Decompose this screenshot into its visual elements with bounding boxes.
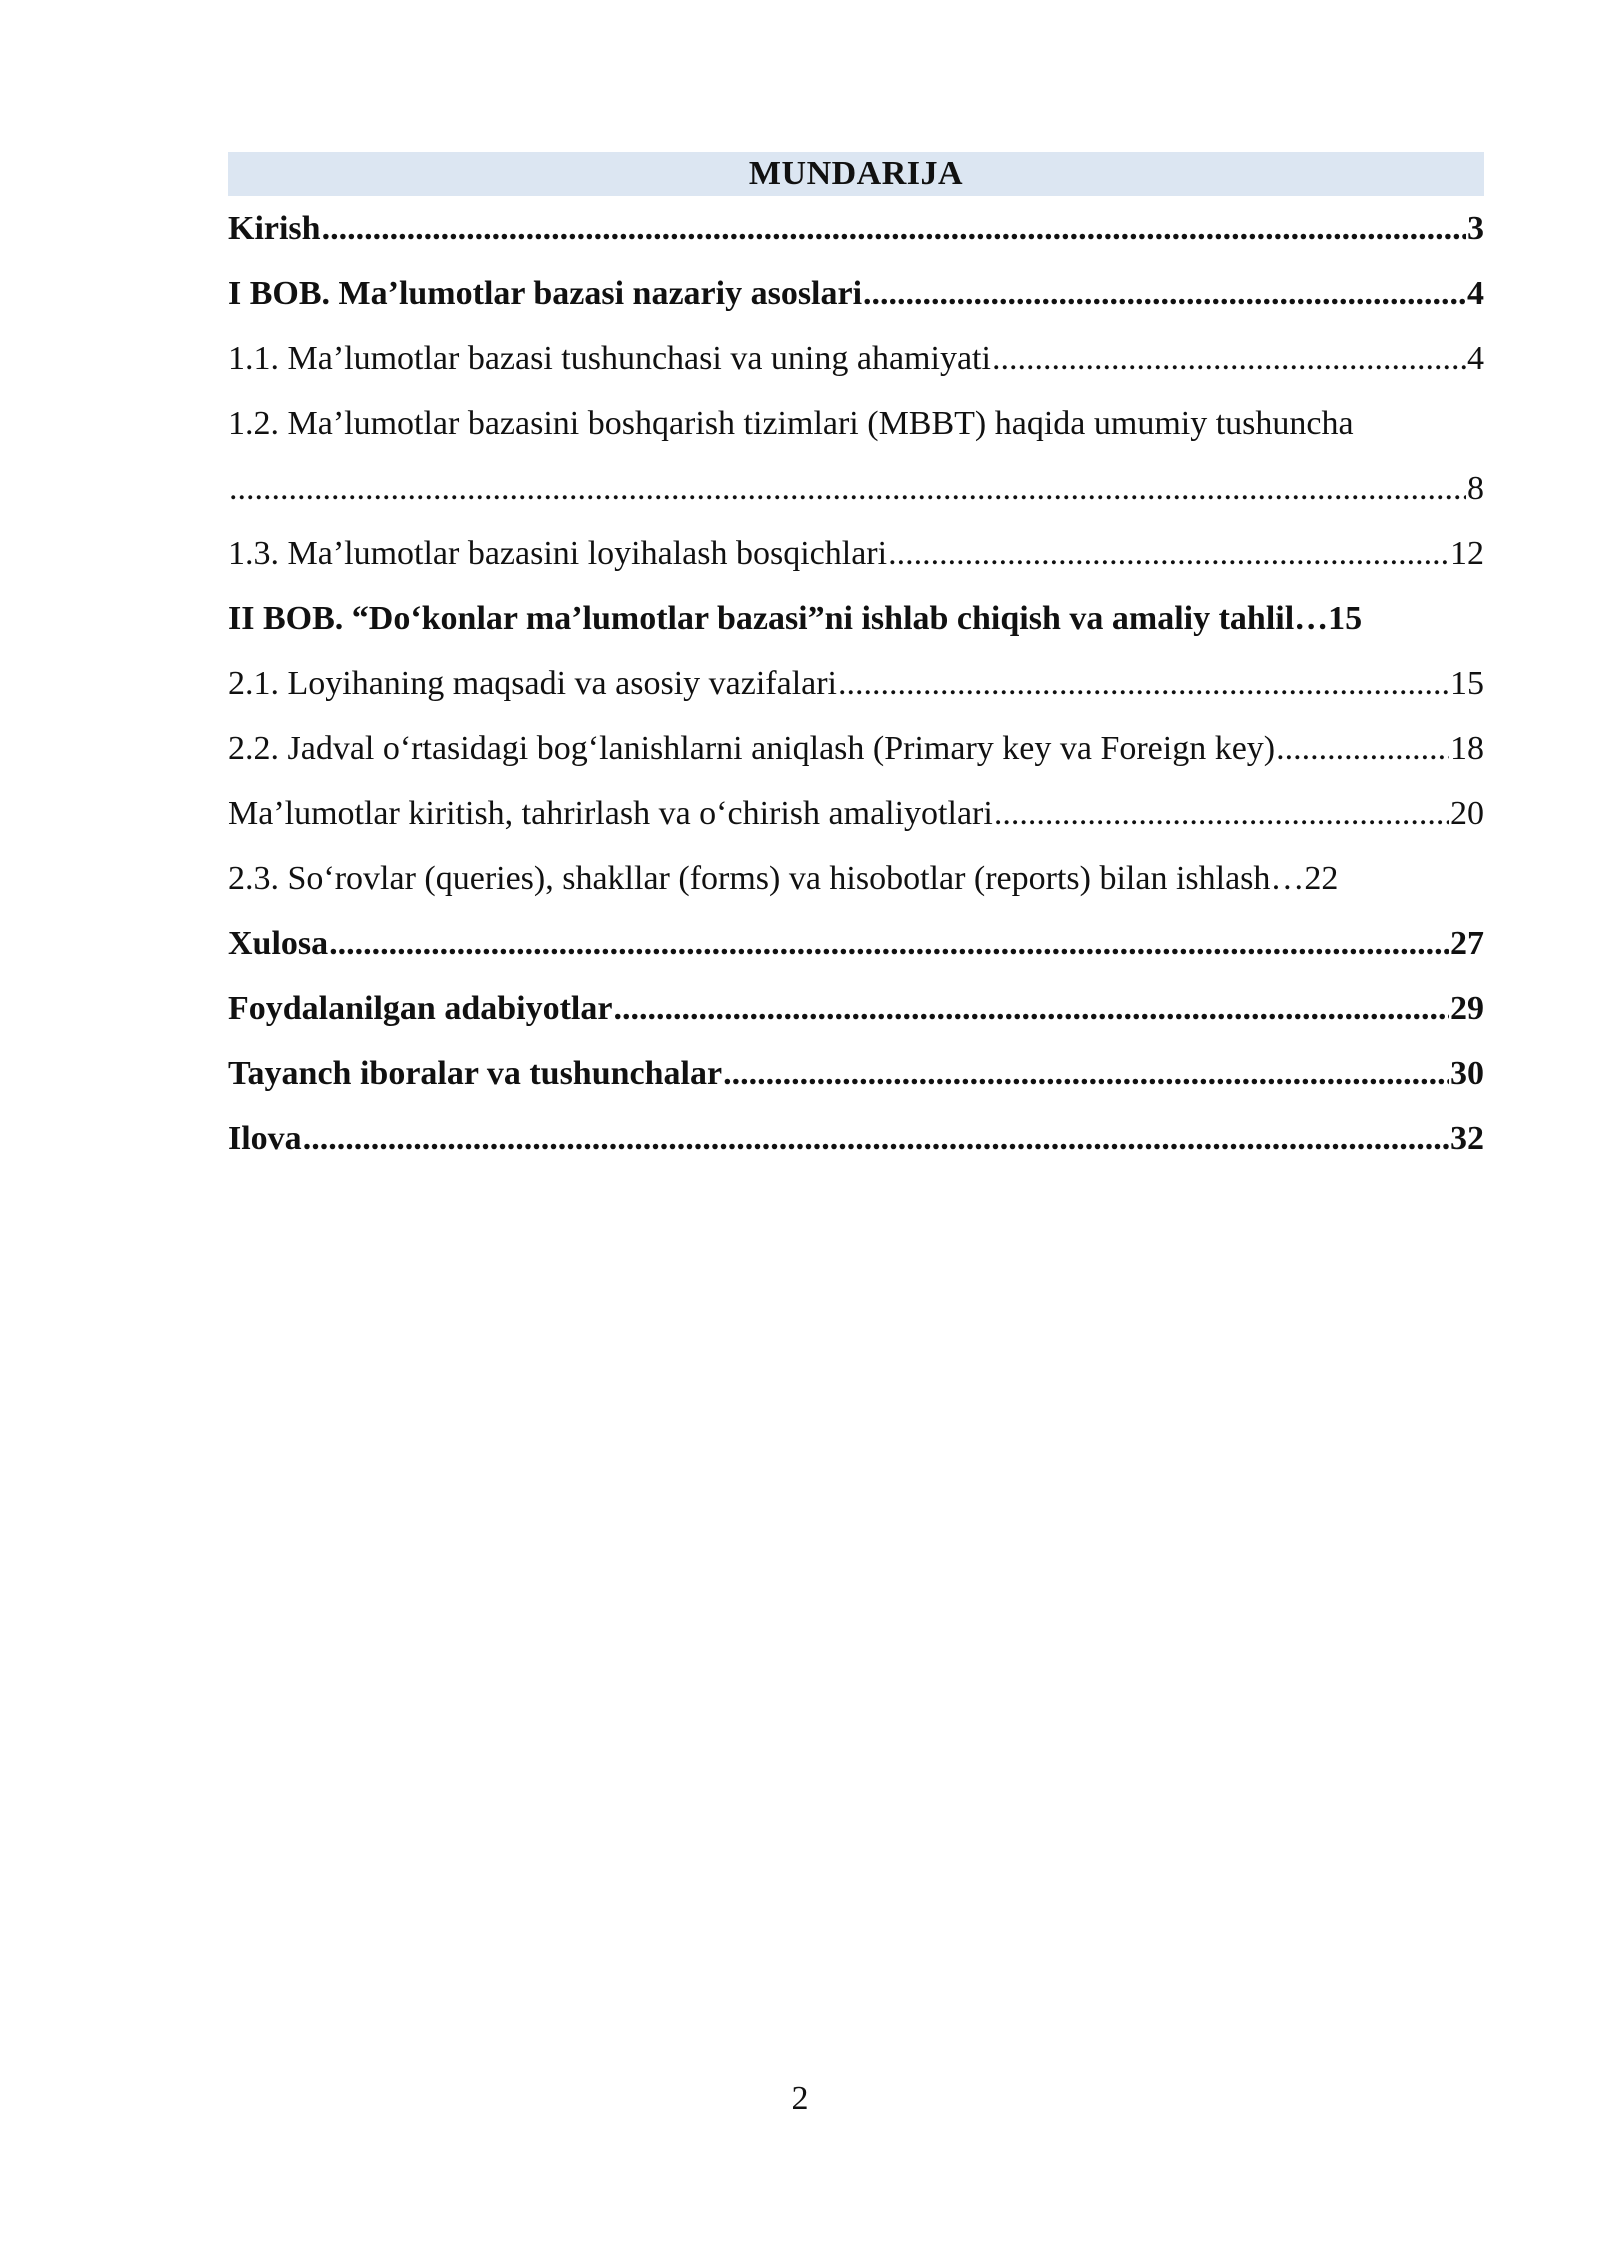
toc-entry-2-3[interactable] bbox=[228, 846, 1484, 911]
toc-entry-label: Foydalanilgan adabiyotlar bbox=[228, 990, 613, 1027]
toc-entry-1-2-continuation[interactable] bbox=[228, 456, 1484, 521]
toc-entry-kirish[interactable] bbox=[228, 196, 1484, 261]
toc-entry-label: Kirish bbox=[228, 210, 321, 247]
toc-entry-page: 8 bbox=[1467, 470, 1484, 507]
toc-entry-1-1[interactable] bbox=[228, 326, 1484, 391]
dot-leader bbox=[613, 976, 1449, 1041]
toc-entry-label: 2.2. Jadval o‘rtasidagi bog‘lanishlarni aniqlash (Primary key va Foreign key) bbox=[228, 730, 1276, 767]
toc-entry-1-3[interactable] bbox=[228, 521, 1484, 586]
toc-entry-label: 1.1. Ma’lumotlar bazasi tushunchasi va uning ahamiyati bbox=[228, 340, 991, 377]
page-number: 2 bbox=[791, 2080, 809, 2117]
toc-entry-page: 20 bbox=[1450, 795, 1484, 832]
toc-entry-page: 27 bbox=[1450, 925, 1484, 962]
toc-entry-label: Tayanch iboralar va tushunchalar bbox=[228, 1055, 723, 1092]
toc-entry-page: 3 bbox=[1467, 210, 1484, 247]
dot-leader bbox=[229, 456, 1466, 521]
toc-entry-label: 1.2. Ma’lumotlar bazasini boshqarish tizimlari (MBBT) haqida umumiy tushuncha bbox=[228, 405, 1354, 442]
toc-entry-page: 4 bbox=[1467, 275, 1484, 312]
dot-leader bbox=[994, 781, 1449, 846]
dot-leader bbox=[723, 1041, 1449, 1106]
dot-leader bbox=[322, 196, 1466, 261]
toc-entry-label: Ma’lumotlar kiritish, tahrirlash va o‘chirish amaliyotlari bbox=[228, 795, 993, 832]
dot-leader bbox=[863, 261, 1466, 326]
toc-entry-page: 12 bbox=[1450, 535, 1484, 572]
toc-entry-2-1[interactable] bbox=[228, 651, 1484, 716]
table-of-contents bbox=[228, 152, 1484, 1171]
toc-entry-chapter-1[interactable] bbox=[228, 261, 1484, 326]
toc-entry-1-2[interactable] bbox=[228, 391, 1484, 456]
dot-leader bbox=[992, 326, 1466, 391]
dot-leader bbox=[329, 911, 1449, 976]
toc-entry-label: II BOB. “Do‘konlar ma’lumotlar bazasi”ni ishlab chiqish va amaliy tahlil… bbox=[228, 600, 1329, 637]
toc-entry-glossary[interactable] bbox=[228, 1041, 1484, 1106]
toc-entry-page: 15 bbox=[1328, 600, 1363, 637]
toc-entry-page: 4 bbox=[1467, 340, 1484, 377]
dot-leader bbox=[888, 521, 1449, 586]
toc-entry-2-2[interactable] bbox=[228, 716, 1484, 781]
toc-entry-page: 22 bbox=[1304, 860, 1339, 897]
toc-entry-chapter-2[interactable] bbox=[228, 586, 1484, 651]
dot-leader bbox=[303, 1106, 1449, 1171]
toc-entry-label: 2.3. So‘rovlar (queries), shakllar (forms) va hisobotlar (reports) bilan ishlash… bbox=[228, 860, 1305, 897]
toc-entry-data-operations[interactable] bbox=[228, 781, 1484, 846]
toc-entry-appendix[interactable] bbox=[228, 1106, 1484, 1171]
toc-entry-label: Ilova bbox=[228, 1120, 302, 1157]
toc-entry-references[interactable] bbox=[228, 976, 1484, 1041]
toc-entry-page: 29 bbox=[1450, 990, 1484, 1027]
dot-leader bbox=[1276, 716, 1449, 781]
toc-entry-page: 18 bbox=[1450, 730, 1484, 767]
toc-entry-page: 30 bbox=[1450, 1055, 1484, 1092]
toc-entry-xulosa[interactable] bbox=[228, 911, 1484, 976]
dot-leader bbox=[838, 651, 1449, 716]
toc-entry-page: 15 bbox=[1450, 665, 1484, 702]
toc-entry-label: 2.1. Loyihaning maqsadi va asosiy vazifalari bbox=[228, 665, 837, 702]
toc-entry-page: 32 bbox=[1450, 1120, 1484, 1157]
toc-entry-label: Xulosa bbox=[228, 925, 329, 962]
toc-entry-label: I BOB. Ma’lumotlar bazasi nazariy asoslari bbox=[228, 275, 863, 312]
toc-entry-label: 1.3. Ma’lumotlar bazasini loyihalash bosqichlari bbox=[228, 535, 888, 572]
toc-heading: MUNDARIJA bbox=[228, 152, 1484, 196]
